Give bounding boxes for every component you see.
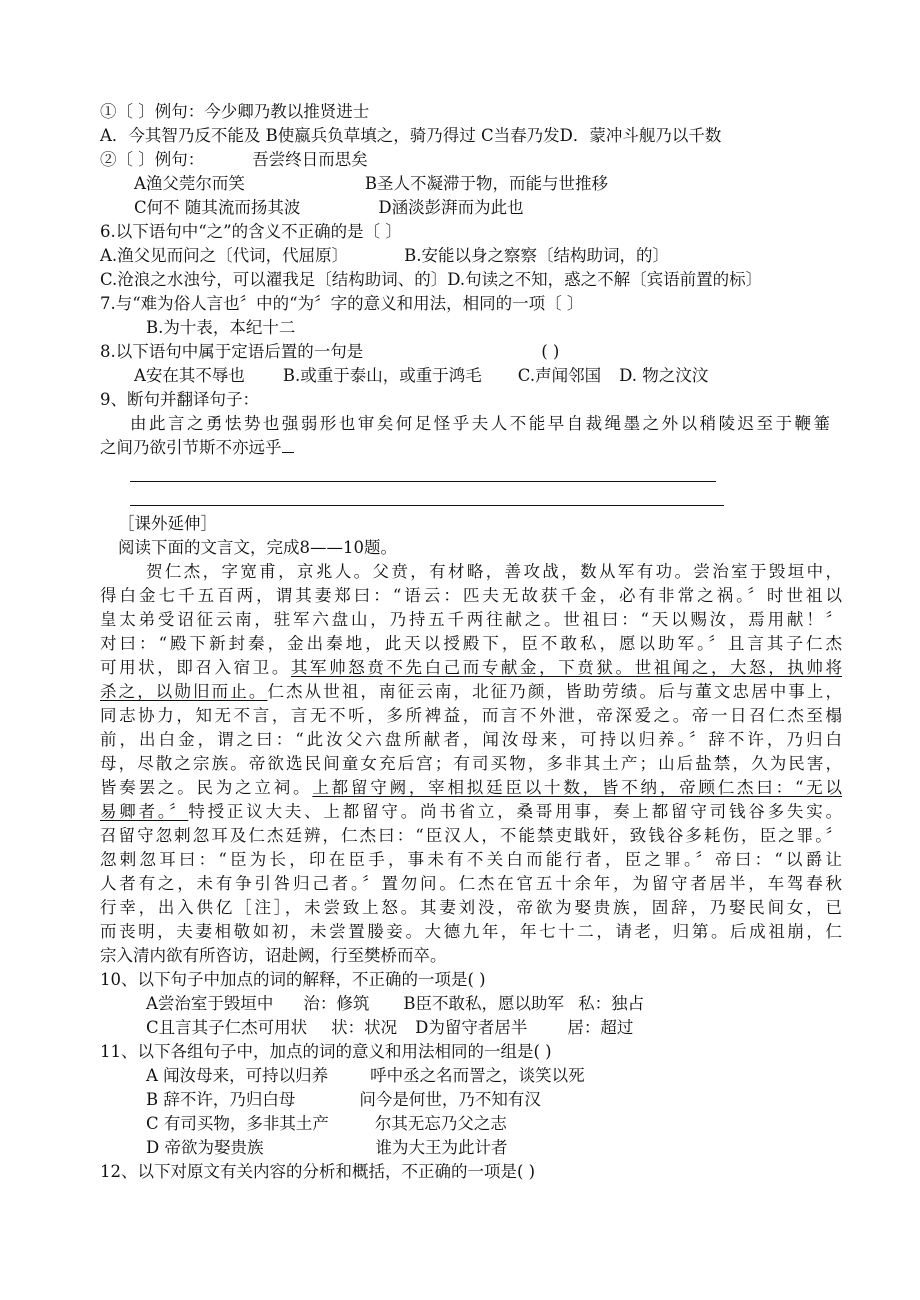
question-8-options <box>134 364 830 388</box>
question-6-options-cd: C.沧浪之水浊兮，可以濯我足〔结构助词、的〕D.句读之不知，惑之不解〔宾语前置的标〕 <box>100 270 763 289</box>
passage-underlined-2a: 上都留守阙，宰相拟廷臣以十数，皆不纳，帝顾仁杰曰：“无以 <box>312 778 843 797</box>
question-8 <box>100 340 830 364</box>
q8-option-c: C.声闻邻国 <box>517 366 602 385</box>
passage-line-17: 宗入清内欲有所咨访，诏赴阙，行至樊桥而卒。 <box>100 946 447 965</box>
option-a-line <box>134 172 830 196</box>
q11-option-b-1: B 辞不许，乃归白母 <box>146 1090 296 1109</box>
passage-line-6-b: 仁杰从世祖，南征云南，北征乃颜，皆助劳绩。后与董文忠居中事上， <box>267 682 843 701</box>
passage-line-7: 同志协力，知无不言，言无不听，多所裨益，而言不外泄，帝深爱之。帝一日召仁杰至榻 <box>100 706 842 725</box>
option-c: C何不 随其流而扬其波 <box>134 198 301 217</box>
passage-line-10-a: 皆奏罢之。民为之立祠。 <box>100 778 313 797</box>
q11-option-b <box>146 1088 830 1112</box>
passage-line-11 <box>100 800 842 824</box>
passage-underlined-1b: 杀之，以勋旧而止。 <box>100 682 268 701</box>
passage-line-10 <box>100 776 842 800</box>
q6-option-a: A.渔父见而问之〔代词，代屈原〕 <box>100 246 349 265</box>
passage-line-2: 得白金七千五百两，谓其妻郑曰：“语云：匹夫无故获千金，必有非常之祸。〞时世祖以 <box>100 586 842 605</box>
passage-line-8: 前，出白金，谓之曰：“此汝父六盘所献者，闻汝母来，可持以归养。〞辞不许，乃归白 <box>100 730 842 749</box>
passage-line-4: 对曰：“殿下新封秦，金出秦地，此天以授殿下，臣不敢私，愿以助军。〞且言其子仁杰 <box>100 634 842 653</box>
question-6: 6.以下语句中“之”的含义不正确的是〔 〕 <box>100 222 402 241</box>
passage-line-3: 皇太弟受诏征云南，驻军六盘山，乃持五千两往献之。世祖曰：“天以赐汝，焉用献！〞 <box>100 610 842 629</box>
passage-underlined-2b: 易卿者。〞 <box>100 802 189 821</box>
passage-line-15: 行幸，出入供亿［注］，未尝致上怒。其妻刘没，帝欲为娶贵族，固辞，乃娶民间女，已 <box>100 898 842 917</box>
q8-option-b: B.或重于泰山，或重于鸿毛 <box>282 366 482 385</box>
reading-instruction: 阅读下面的文言文，完成8——10题。 <box>118 538 397 557</box>
option-c-line <box>134 196 830 220</box>
question-7-option-b: B.为十表，本纪十二 <box>146 318 296 337</box>
q11-option-d-1: D 帝欲为娶贵族 <box>146 1138 264 1157</box>
question-11: 11、以下各组句子中，加点的词的意义和用法相同的一组是( ) <box>100 1042 552 1061</box>
question-8-text: 8.以下语句中属于定语后置的一句是 <box>100 342 364 361</box>
passage-line-11-b: 特授正议大夫、上都留守。尚书省立，桑哥用事，奏上都留守司钱谷多失实。 <box>188 802 843 821</box>
answer-line-2[interactable] <box>130 505 724 506</box>
q10-option-a-gloss: 治：修筑 <box>303 994 370 1013</box>
passage-line-12: 召留守忽剌忽耳及仁杰廷辨，仁杰曰：“臣汉人，不能禁吏戢奸，致钱谷多耗伤，臣之罪。〞 <box>100 826 842 845</box>
q-line-2: A．今其智乃反不能及 B使嬴兵负草填之，骑乃得过 C当春乃发D．蒙冲斗舰乃以千数 <box>100 126 722 145</box>
q10-option-b: B臣不敢私，愿以助军 <box>403 994 565 1013</box>
q10-option-d: D为留守者居半 <box>415 1018 528 1037</box>
q-line-3-example: 吾尝终日而思矣 <box>252 150 368 169</box>
passage-line-16: 而丧明，夫妻相敬如初，未尝置媵妾。大德九年，年七十二，请老，归第。后成祖崩，仁 <box>100 922 842 941</box>
q10-option-b-gloss: 私：独占 <box>578 994 645 1013</box>
q11-option-c <box>146 1112 830 1136</box>
q8-option-a: A安在其不辱也 <box>134 366 245 385</box>
q-line-1: ①〔 〕例句：今少卿乃教以推贤进士 <box>100 102 370 121</box>
passage-line-14: 人者有之，未有争引咎归己者。〞置勿问。仁杰在官五十余年，为留守者居半，车驾春秋 <box>100 874 842 893</box>
q-line-3 <box>100 148 830 172</box>
q10-option-c-gloss: 状：状况 <box>331 1018 398 1037</box>
question-8-blank: ( ) <box>541 342 560 361</box>
question-10: 10、以下句子中加点的词的解释，不正确的一项是( ) <box>100 970 486 989</box>
question-7: 7.与“难为俗人言也〞中的“为〞字的意义和用法，相同的一项〔 〕 <box>100 294 584 313</box>
passage-line-6 <box>100 680 842 704</box>
passage-underlined-1a: 其军帅怒贲不先白己而专献金，下贲狱。世祖闻之，大怒，执帅将 <box>290 658 843 677</box>
question-12: 12、以下对原文有关内容的分析和概括，不正确的一项是( ) <box>100 1162 536 1181</box>
q10-options-cd <box>146 1016 830 1040</box>
q10-option-d-gloss: 居：超过 <box>567 1018 634 1037</box>
q11-option-d-2: 谁为大王为此计者 <box>375 1138 508 1157</box>
q8-option-d: D. 物之汶汶 <box>619 366 709 385</box>
question-9-passage-2-text: 之间乃欲引节斯不亦远乎 <box>100 438 282 457</box>
q11-option-d <box>146 1136 830 1160</box>
question-9: 9、断句并翻译句子： <box>100 390 259 409</box>
answer-line-1[interactable] <box>130 481 716 482</box>
passage-line-5 <box>100 656 842 680</box>
q11-option-a-1: A 闻汝母来，可持以归养 <box>146 1066 329 1085</box>
option-b: B圣人不凝滞于物，而能与世推移 <box>364 174 609 193</box>
passage-line-5-a: 可用状，即召入宿卫。 <box>100 658 291 677</box>
q10-options-ab <box>146 992 830 1016</box>
q-line-3-label: ②〔 〕例句： <box>100 150 205 169</box>
q10-option-c: C且言其子仁杰可用状 <box>146 1018 308 1037</box>
option-d: D涵淡彭湃而为此也 <box>378 198 524 217</box>
passage-line-1: 贺仁杰，字宽甫，京兆人。父贲，有材略，善攻战，数从军有功。尝治室于毁垣中， <box>146 562 842 581</box>
q11-option-a-2: 呼中丞之名而詈之，谈笑以死 <box>370 1066 585 1085</box>
q6-option-b: B.安能以身之察察〔结构助词，的〕 <box>404 246 670 265</box>
question-9-passage-1: 由此言之勇怯势也强弱形也审矣何足怪乎夫人不能早自裁绳墨之外以稍陵迟至于鞭箠 <box>130 414 830 433</box>
q11-option-c-2: 尔其无忘乃父之志 <box>374 1114 507 1133</box>
q11-option-c-1: C 有司买物，多非其土产 <box>146 1114 329 1133</box>
passage-line-13: 忽剌忽耳曰：“臣为长，印在臣手，事未有不关白而能行者，臣之罪。〞帝曰：“以爵让 <box>100 850 842 869</box>
q11-option-b-2: 问今是何世，乃不知有汉 <box>359 1090 541 1109</box>
question-6-options-ab <box>100 244 830 268</box>
passage-line-9: 母，尽散之宗族。帝欲选民间童女充后宫；有司买物，多非其土产；山后盐禁，久为民害， <box>100 754 842 773</box>
option-a: A渔父莞尔而笑 <box>134 174 245 193</box>
q11-option-a <box>146 1064 830 1088</box>
q10-option-a: A尝治室于毁垣中 <box>146 994 274 1013</box>
question-9-passage-2 <box>100 436 830 460</box>
section-heading: ［课外延伸］ <box>118 514 217 533</box>
